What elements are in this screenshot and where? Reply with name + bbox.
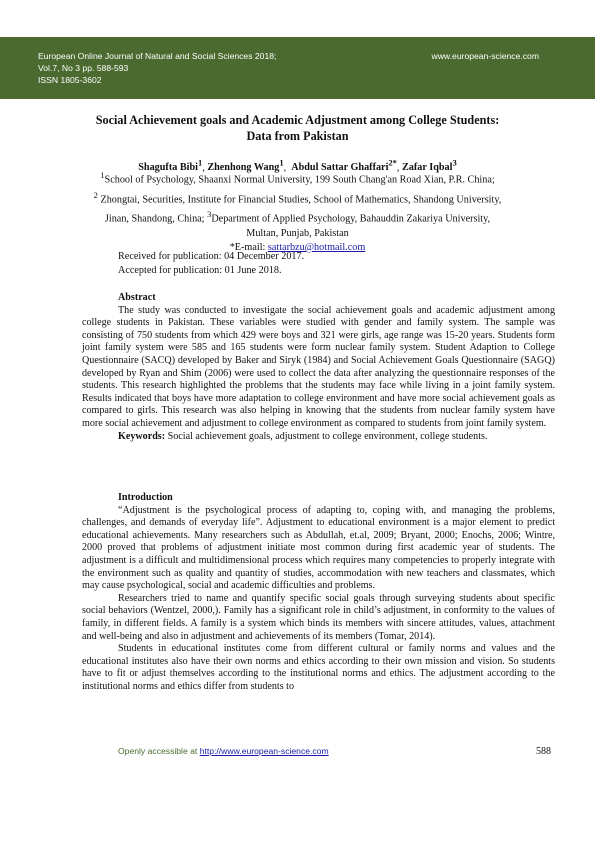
issn: ISSN 1805-3602 <box>38 75 102 85</box>
journal-website[interactable]: www.european-science.com <box>431 51 539 61</box>
accepted-date: Accepted for publication: 01 June 2018. <box>118 265 282 276</box>
volume-info: Vol.7, No 3 pp. 588-593 <box>38 63 129 73</box>
email-line: *E-mail: sattarbzu@hotmail.com <box>229 241 366 253</box>
affiliation-3-city: Multan, Punjab, Pakistan <box>246 227 349 239</box>
affiliation-3: Jinan, Shandong, China; $^3$Department of Applied Psychology, Bahauddin Zakariya University, <box>104 209 491 225</box>
keywords: Keywords: Social achievement goals, adjustment to college environment, college students. <box>118 430 488 442</box>
introduction-heading: Introduction <box>118 492 173 503</box>
author: Abdul Sattar Ghaffari$^{2*}$ <box>291 158 397 174</box>
title-line-2: Data from Pakistan <box>246 129 349 143</box>
intro-paragraph: Students in educational institutes come from different cultural or family norms and values and the educational institutes also have their own norms and ethics according to their own mission and vision. So students have to fit or adjust themselves according to the institutional norms and ethics. The adjustment according to the institutional norms and ethics differ from students to <box>82 643 555 692</box>
affiliations <box>60 168 535 255</box>
page-number: 588 <box>536 746 551 757</box>
introduction-section <box>82 492 555 694</box>
footer-access: Openly accessible at http://www.european-science.com <box>118 746 329 756</box>
author: Zhenhong Wang$^1$ <box>207 158 284 174</box>
received-date: Received for publication: 04 December 2017. <box>118 251 305 262</box>
publication-dates <box>118 250 304 278</box>
paper-title <box>70 112 525 144</box>
abstract-text: The study was conducted to investigate the social achievement goals and academic adjustment among college students in Pakistan. These variables were studied with gender and family system. The sample was consisting of 750 students from which 429 were boys and 321 were girls, age range was 15-20 years. Students form joint family system were 585 and 165 students were form nuclear family system. Student Adaption to College Questionnaire (SACQ) developed by Baker and Siryk (1984) and Social Achievement Goals Questionnaire (SAGQ) developed by Ryan and Shim (2006) were used to collect the data after analyzing the questionnaire responses of the students. This research highlighted the problems that the students may face while living in a joint family system. Results indicated that boys have more adaptation to college environment and have more social achievement goals as compared to girls. This research was also helping in knowing that the students from nuclear family system have more social achievement and adjustment to college environment as compared to students from joint family system. <box>82 304 555 429</box>
intro-paragraph: “Adjustment is the psychological process of adapting to, coping with, and managing the problems, challenges, and demands of everyday life”. Adjustment to educational environment is a major element to predict educational achievements. Many researchers such as Abdullah, et.al, 2009; Bryant, 2000; Enochs, 2006; Wintre, 2000 proved that problems of adjustment initiate most common during first academic year of students. The adjustment is a difficult and multidimensional process which requires many competencies to properly integrate with the environment such as quality and quantity of studies, accommodation with new teachers and classmates, which may cause psychological, social and academic difficulties and problems. <box>82 504 555 592</box>
abstract-heading: Abstract <box>118 292 156 303</box>
email-link[interactable]: sattarbzu@hotmail.com <box>267 241 366 253</box>
author-list: Shagufta Bibi$^1$, Zhenhong Wang$^1$, Abdul Sattar Ghaffari$^{2*}$, Zafar Iqbal$^3$ <box>138 158 457 174</box>
abstract-section <box>82 292 555 443</box>
author: Zafar Iqbal$^3$ <box>402 158 457 174</box>
title-line-1: Social Achievement goals and Academic Adjustment among College Students: <box>95 113 500 127</box>
footer-url-link[interactable]: http://www.european-science.com <box>199 746 329 756</box>
journal-name: European Online Journal of Natural and Social Sciences 2018; <box>38 51 277 61</box>
affiliation-1: $^1$School of Psychology, Shaanxi Normal University, 199 South Chang'an Road Xian, P.R. China; <box>100 170 495 186</box>
intro-paragraph: Researchers tried to name and quantify specific social goals through surveying students about specific social behaviors (Wentzel, 2000,). Family has a significant role in child’s adjustment, in conformity to the values of family, in different fields. A family is a system which binds its members with sincere attitudes, values, attachment and well-being and also in adjustment and achievements of its members (Tomar, 2014). <box>82 592 555 642</box>
author: Shagufta Bibi$^1$ <box>138 158 203 174</box>
affiliation-2: $^2$ Zhongtai, Securities, Institute for Financial Studies, School of Mathematics, Shandong University, <box>93 189 502 205</box>
journal-banner <box>0 37 595 99</box>
